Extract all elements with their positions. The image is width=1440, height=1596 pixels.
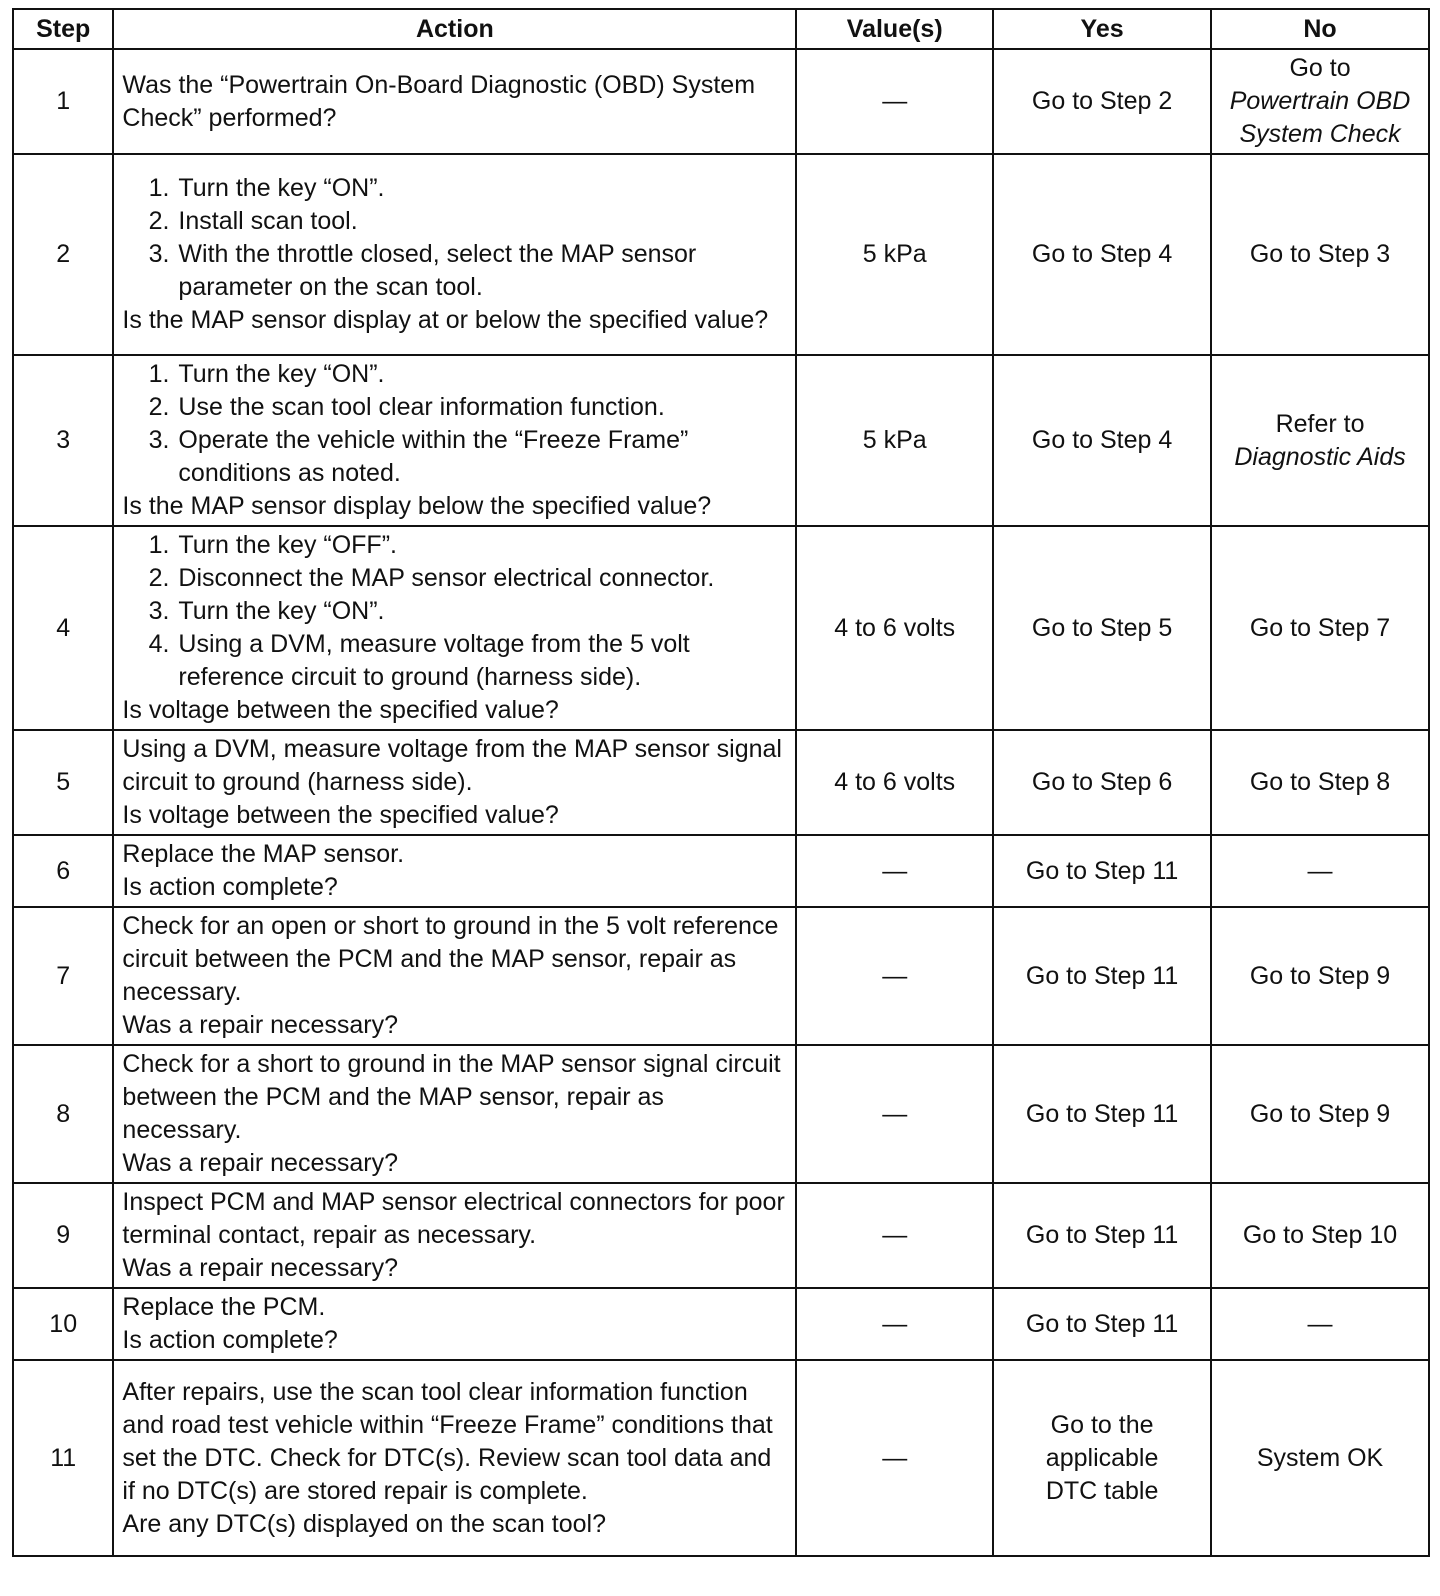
step-number: 2 bbox=[13, 154, 113, 355]
action-question: Is action complete? bbox=[122, 1326, 338, 1354]
value-cell: 4 to 6 volts bbox=[796, 526, 993, 730]
value-cell: — bbox=[796, 835, 993, 907]
action-text: Was the “Powertrain On-Board Diagnostic (OBD) System Check” performed? bbox=[122, 70, 756, 132]
header-row bbox=[13, 9, 1429, 49]
step-number: 5 bbox=[13, 730, 113, 835]
yes-cell: Go to Step 11 bbox=[993, 835, 1211, 907]
step-number: 7 bbox=[13, 907, 113, 1045]
header-step: Step bbox=[13, 9, 113, 49]
action-text: After repairs, use the scan tool clear information function and road test vehicle within “Freeze Frame” conditions that set the DTC. Check for DTC(s). Review scan tool data and if no DTC(s) are stored repair is complete. bbox=[122, 1377, 773, 1505]
yes-cell: Go to Step 6 bbox=[993, 730, 1211, 835]
step-number: 9 bbox=[13, 1183, 113, 1288]
action-cell bbox=[113, 835, 796, 907]
action-cell bbox=[113, 1045, 796, 1183]
yes-cell: Go to Step 2 bbox=[993, 49, 1211, 154]
substep-item: 2. Disconnect the MAP sensor electrical connector. bbox=[176, 562, 787, 595]
action-question: Is voltage between the specified value? bbox=[122, 801, 559, 829]
action-text: Check for a short to ground in the MAP sensor signal circuit between the PCM and the MAP sensor, repair as necessary. bbox=[122, 1050, 781, 1144]
action-question: Was a repair necessary? bbox=[122, 1011, 398, 1039]
diagnostic-table bbox=[12, 8, 1430, 1557]
no-cell: — bbox=[1211, 835, 1429, 907]
no-line: Go to bbox=[1289, 54, 1351, 82]
step-number: 10 bbox=[13, 1288, 113, 1360]
yes-cell: Go to Step 11 bbox=[993, 1288, 1211, 1360]
substep-list bbox=[122, 529, 787, 694]
action-question: Was a repair necessary? bbox=[122, 1254, 398, 1282]
action-question: Is the MAP sensor display below the specified value? bbox=[122, 492, 712, 520]
step-number: 1 bbox=[13, 49, 113, 154]
header-action: Action bbox=[113, 9, 796, 49]
value-cell: 5 kPa bbox=[796, 154, 993, 355]
value-cell: — bbox=[796, 49, 993, 154]
substep-item: 3. Turn the key “ON”. bbox=[176, 595, 787, 628]
no-cell bbox=[1211, 49, 1429, 154]
action-question: Are any DTC(s) displayed on the scan tool? bbox=[122, 1509, 606, 1538]
no-cell: Go to Step 9 bbox=[1211, 1045, 1429, 1183]
no-cell: Go to Step 10 bbox=[1211, 1183, 1429, 1288]
yes-cell: Go to Step 11 bbox=[993, 1045, 1211, 1183]
action-cell bbox=[113, 1183, 796, 1288]
action-question: Is action complete? bbox=[122, 873, 338, 901]
no-cell: — bbox=[1211, 1288, 1429, 1360]
header-yes: Yes bbox=[993, 9, 1211, 49]
step-number: 11 bbox=[13, 1360, 113, 1556]
action-text: Using a DVM, measure voltage from the MAP sensor signal circuit to ground (harness side). bbox=[122, 735, 782, 796]
no-cell: System OK bbox=[1211, 1360, 1429, 1556]
value-cell: 4 to 6 volts bbox=[796, 730, 993, 835]
table-row bbox=[13, 355, 1429, 526]
substep-item: 1. Turn the key “OFF”. bbox=[176, 529, 787, 562]
table-row bbox=[13, 1288, 1429, 1360]
value-cell: — bbox=[796, 1045, 993, 1183]
table-row bbox=[13, 1183, 1429, 1288]
action-text: Check for an open or short to ground in the 5 volt reference circuit between the PCM and the MAP sensor, repair as necessary. bbox=[122, 912, 779, 1006]
substep-item: 4. Using a DVM, measure voltage from the 5 volt reference circuit to ground (harness side). bbox=[176, 628, 787, 694]
substep-item: 1. Turn the key “ON”. bbox=[176, 358, 787, 391]
yes-cell: Go to Step 4 bbox=[993, 154, 1211, 355]
step-number: 6 bbox=[13, 835, 113, 907]
action-cell bbox=[113, 526, 796, 730]
value-cell: — bbox=[796, 907, 993, 1045]
table-row bbox=[13, 49, 1429, 154]
action-cell bbox=[113, 355, 796, 526]
action-cell bbox=[113, 1360, 796, 1556]
no-cell: Go to Step 9 bbox=[1211, 907, 1429, 1045]
action-cell bbox=[113, 907, 796, 1045]
step-number: 8 bbox=[13, 1045, 113, 1183]
action-text: Replace the PCM. bbox=[122, 1293, 326, 1321]
no-line: Diagnostic Aids bbox=[1234, 442, 1406, 471]
value-cell: — bbox=[796, 1183, 993, 1288]
table-row bbox=[13, 835, 1429, 907]
substep-item: 2. Install scan tool. bbox=[176, 205, 787, 238]
action-text: Replace the MAP sensor. bbox=[122, 840, 405, 868]
action-question: Is voltage between the specified value? bbox=[122, 696, 559, 724]
action-cell bbox=[113, 730, 796, 835]
no-cell: Go to Step 8 bbox=[1211, 730, 1429, 835]
action-cell bbox=[113, 1288, 796, 1360]
yes-cell bbox=[993, 1360, 1211, 1556]
yes-line: DTC table bbox=[1045, 1476, 1159, 1505]
action-cell bbox=[113, 154, 796, 355]
table-row bbox=[13, 730, 1429, 835]
header-no: No bbox=[1211, 9, 1429, 49]
action-question: Is the MAP sensor display at or below the specified value? bbox=[122, 306, 769, 334]
table-row bbox=[13, 907, 1429, 1045]
substep-item: 1. Turn the key “ON”. bbox=[176, 172, 787, 205]
table-body bbox=[13, 49, 1429, 1556]
header-value: Value(s) bbox=[796, 9, 993, 49]
no-cell: Go to Step 7 bbox=[1211, 526, 1429, 730]
yes-line: applicable bbox=[1045, 1443, 1159, 1472]
table-row bbox=[13, 154, 1429, 355]
value-cell: 5 kPa bbox=[796, 355, 993, 526]
table-row bbox=[13, 526, 1429, 730]
substep-list bbox=[122, 172, 787, 304]
table-row bbox=[13, 1045, 1429, 1183]
table-row bbox=[13, 1360, 1429, 1556]
substep-item: 3. Operate the vehicle within the “Freeze Frame” conditions as noted. bbox=[176, 424, 787, 490]
action-question: Was a repair necessary? bbox=[122, 1149, 398, 1177]
yes-cell: Go to Step 11 bbox=[993, 907, 1211, 1045]
no-line: Powertrain OBD bbox=[1229, 87, 1411, 115]
yes-cell: Go to Step 5 bbox=[993, 526, 1211, 730]
no-line: Refer to bbox=[1275, 409, 1365, 438]
yes-cell: Go to Step 11 bbox=[993, 1183, 1211, 1288]
yes-cell: Go to Step 4 bbox=[993, 355, 1211, 526]
substep-item: 2. Use the scan tool clear information function. bbox=[176, 391, 787, 424]
step-number: 4 bbox=[13, 526, 113, 730]
substep-item: 3. With the throttle closed, select the MAP sensor parameter on the scan tool. bbox=[176, 238, 787, 304]
no-cell bbox=[1211, 355, 1429, 526]
step-number: 3 bbox=[13, 355, 113, 526]
substep-list bbox=[122, 358, 787, 490]
value-cell: — bbox=[796, 1288, 993, 1360]
value-cell: — bbox=[796, 1360, 993, 1556]
action-cell bbox=[113, 49, 796, 154]
action-text: Inspect PCM and MAP sensor electrical connectors for poor terminal contact, repair as necessary. bbox=[122, 1188, 785, 1249]
yes-line: Go to the bbox=[1050, 1410, 1154, 1439]
no-cell: Go to Step 3 bbox=[1211, 154, 1429, 355]
no-line: System Check bbox=[1239, 120, 1401, 148]
